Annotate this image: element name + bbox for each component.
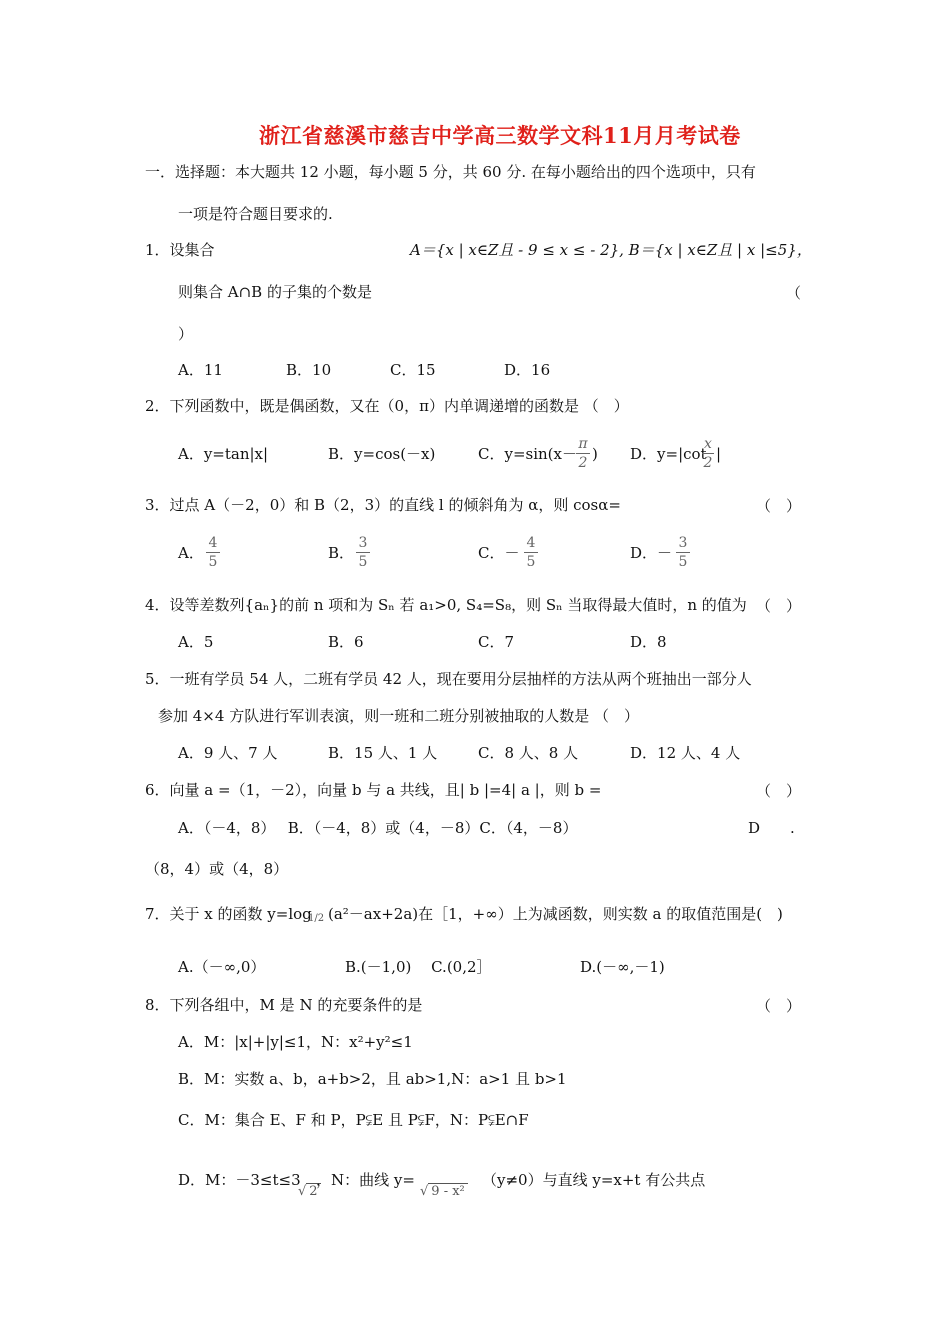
q2-option-d-fraction: x 2 <box>703 436 713 471</box>
q7-option-bc: B.(－1,0) C.(0,2］ <box>345 958 492 976</box>
q2-stem: 2．下列函数中，既是偶函数，又在（0，π）内单调递增的函数是 （ ） <box>145 397 629 415</box>
q3-option-d: D．－ <box>630 544 673 562</box>
page-title: 浙江省慈溪市慈吉中学高三数学文科11月月考试卷 <box>259 123 741 148</box>
q8-option-d-mid: ，N：曲线 y= <box>316 1171 415 1189</box>
q3-answer-paren: （ ） <box>756 497 802 515</box>
q3-option-c: C．－ <box>478 544 520 562</box>
q1-option-a: A．11 <box>178 361 223 379</box>
q3-stem: 3．过点 A（－2，0）和 B（2，3）的直线 l 的倾斜角为 α，则 cosα= <box>145 496 621 514</box>
q8-answer-paren: （ ） <box>756 997 802 1015</box>
q8-option-b: B．M：实数 a、b，a+b>2，且 ab>1,N：a>1 且 b>1 <box>178 1070 567 1088</box>
q5-stem-line2: 参加 4×4 方队进行军训表演，则一班和二班分别被抽取的人数是 （ ） <box>158 707 639 725</box>
q2-option-d-close: | <box>716 445 722 463</box>
q2-option-c-close: ) <box>592 445 598 463</box>
q6-options-abc: A．（－4，8） B．（－4，8）或（4，－8）C．（4，－8） <box>178 819 578 837</box>
q2-option-d: D．y=|cot <box>630 445 707 463</box>
q6-option-d: D . <box>748 819 795 837</box>
q8-option-d-sqrt-expression: √ 9 - x² <box>420 1184 468 1199</box>
q4-option-c: C．7 <box>478 633 515 651</box>
q3-option-a: A． <box>178 544 204 562</box>
q7-option-d: D.(－∞,－1) <box>580 958 665 976</box>
q7-stem: 7．关于 x 的函数 y=log <box>145 905 312 923</box>
q8-option-d-sqrt2: √ 2 <box>298 1184 321 1199</box>
q7-log-base: 1/2 <box>308 913 325 924</box>
q1-option-b: B．10 <box>286 361 332 379</box>
q3-option-b: B． <box>328 544 355 562</box>
q4-option-d: D．8 <box>630 633 667 651</box>
q8-option-c: C．M：集合 E、F 和 P，P⫋E 且 P⫋F，N：P⫋E∩F <box>178 1111 529 1129</box>
q1-sets: A＝{x | x∈Z且 - 9 ≤ x ≤ - 2}, B＝{x | x∈Z且 | x |≤5}， <box>410 241 812 259</box>
q4-option-a: A．5 <box>178 633 214 651</box>
q3-option-c-fraction: 4 5 <box>524 535 538 570</box>
q5-option-b: B．15 人、1 人 <box>328 744 438 762</box>
section-instruction-line2: 一项是符合题目要求的. <box>178 205 333 223</box>
q1-option-c: C．15 <box>390 361 436 379</box>
q4-option-b: B．6 <box>328 633 364 651</box>
q1-stem-b: 则集合 A∩B 的子集的个数是 <box>178 283 372 301</box>
q6-option-d-continued: （8，4）或（4，8） <box>145 860 289 878</box>
q5-option-a: A．9 人、7 人 <box>178 744 278 762</box>
q8-option-d: D．M：－3≤t≤3 <box>178 1171 301 1189</box>
q3-option-b-fraction: 3 5 <box>356 535 370 570</box>
q1-answer-paren-open: （ <box>786 284 802 302</box>
q5-option-d: D．12 人、4 人 <box>630 744 741 762</box>
q7-option-a: A.（－∞,0） <box>178 958 266 976</box>
q5-stem-line1: 5．一班有学员 54 人，二班有学员 42 人，现在要用分层抽样的方法从两个班抽出一部分人 <box>145 670 752 688</box>
q6-stem: 6．向量 a =（1，－2），向量 b 与 a 共线，且| b |=4| a |，则 b = <box>145 781 602 799</box>
section-instruction-line1: 一．选择题：本大题共 12 小题，每小题 5 分，共 60 分. 在每小题给出的四个选项中，只有 <box>145 163 756 181</box>
q2-option-c: C．y=sin(x－ <box>478 445 577 463</box>
q4-answer-paren: （ ） <box>756 597 802 615</box>
q8-option-a: A．M：|x|+|y|≤1，N：x²+y²≤1 <box>178 1033 413 1051</box>
q7-stem-post: (a²－ax+2a)在［1，+∞）上为减函数，则实数 a 的取值范围是( ) <box>328 905 783 923</box>
q6-answer-paren: （ ） <box>756 782 802 800</box>
q5-option-c: C．8 人、8 人 <box>478 744 579 762</box>
q1-answer-paren-close: ） <box>178 325 194 343</box>
q1-option-d: D．16 <box>504 361 551 379</box>
q1-stem: 1．设集合 <box>145 241 215 259</box>
q8-option-d-post: （y≠0）与直线 y=x+t 有公共点 <box>482 1171 706 1189</box>
q2-option-b: B．y=cos(－x) <box>328 445 436 463</box>
q3-option-a-fraction: 4 5 <box>206 535 220 570</box>
q8-stem: 8．下列各组中，M 是 N 的充要条件的是 <box>145 996 423 1014</box>
q4-stem: 4．设等差数列{aₙ}的前 n 项和为 Sₙ 若 a₁>0, S₄=S₈，则 Sₙ 当取得最大值时，n 的值为 <box>145 596 747 614</box>
q2-option-c-fraction: π 2 <box>576 436 590 471</box>
q3-option-d-fraction: 3 5 <box>676 535 690 570</box>
q2-option-a: A．y=tan|x| <box>178 445 269 463</box>
